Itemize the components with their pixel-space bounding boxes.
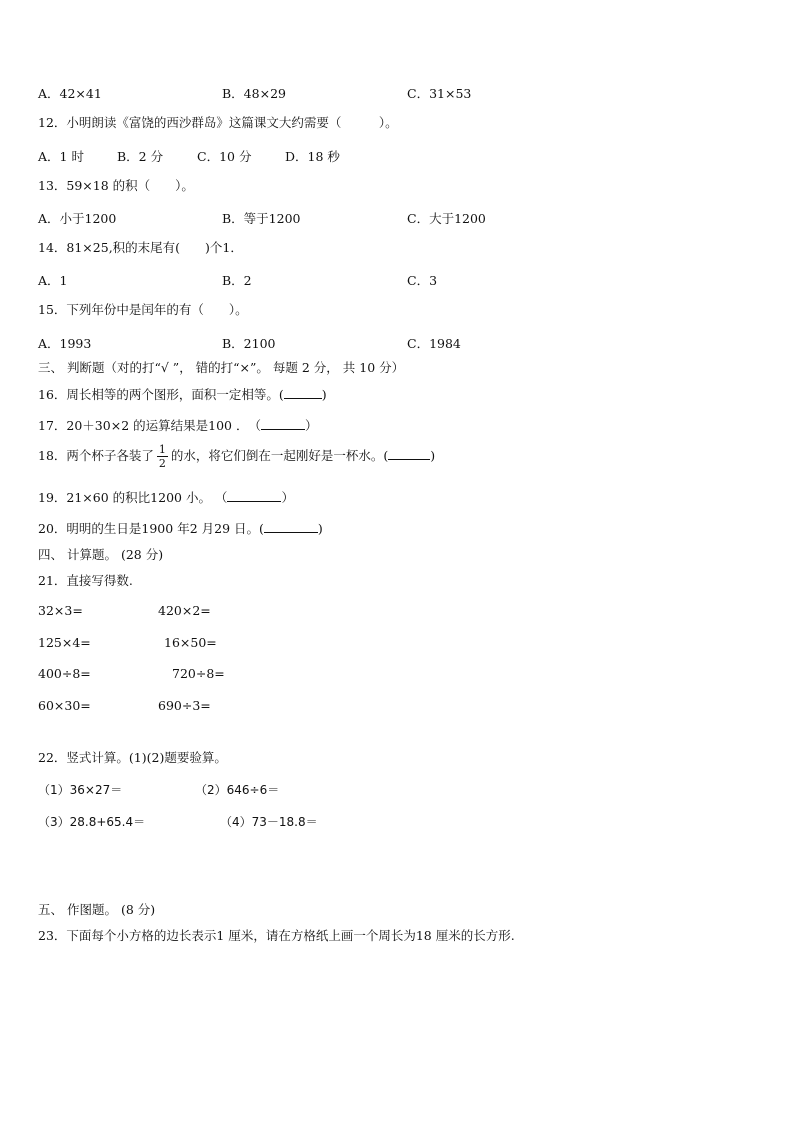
q16 (38, 386, 327, 402)
q14-option-b[interactable]: B．2 (222, 273, 252, 288)
q16-text: 16．周长相等的两个图形，面积一定相等。( (38, 387, 284, 402)
q17 (38, 417, 317, 433)
q17-text: 17．20＋30×2 的运算结果是100 ． （ (38, 418, 261, 433)
q14-option-a[interactable]: A．1 (38, 273, 68, 288)
half-fraction (157, 444, 168, 469)
q11-option-a[interactable]: A．42×41 (38, 86, 102, 101)
q20-close: ) (317, 521, 323, 536)
q18-post: 的水，将它们倒在一起刚好是一杯水。( (170, 448, 389, 463)
q13-option-a[interactable]: A．小于1200 (38, 211, 117, 226)
q17-answer-blank[interactable] (261, 417, 305, 430)
q16-close: ) (321, 387, 327, 402)
q12-stem: 12．小明朗读《富饶的西沙群岛》这篇课文大约需要（ ）。 (38, 115, 398, 130)
section-3-title: 三、 判断题（对的打“√ ”， 错的打“×”。 每题 2 分， 共 10 分） (38, 360, 405, 375)
q15-stem: 15．下列年份中是闰年的有（ ）。 (38, 302, 248, 317)
q11-option-c[interactable]: C．31×53 (407, 86, 472, 101)
q11-option-b[interactable]: B．48×29 (222, 86, 286, 101)
q15-option-b[interactable]: B．2100 (222, 336, 276, 351)
section-5-title: 五、 作图题。 (8 分) (38, 902, 156, 917)
q19-answer-blank[interactable] (227, 489, 281, 502)
q12-option-a[interactable]: A．1 时 (38, 149, 84, 164)
q21-stem: 21．直接写得数. (38, 573, 133, 588)
q20 (38, 520, 323, 536)
q21-item[interactable]: 16×50= (164, 635, 217, 650)
q12-option-b[interactable]: B．2 分 (117, 149, 164, 164)
q21-item[interactable]: 32×3= (38, 603, 83, 618)
q21-item[interactable]: 720÷8= (172, 666, 225, 681)
q12-option-c[interactable]: C．10 分 (197, 149, 252, 164)
q20-text: 20．明明的生日是1900 年2 月29 日。( (38, 521, 264, 536)
q21-item[interactable]: 125×4= (38, 635, 91, 650)
q21-item[interactable]: 60×30= (38, 698, 91, 713)
q13-stem: 13．59×18 的积（ ）。 (38, 178, 194, 193)
q22-item-3[interactable]: （3）28.8+65.4＝ (38, 815, 146, 829)
q14-stem: 14．81×25,积的末尾有( )个1． (38, 240, 243, 255)
q16-answer-blank[interactable] (284, 386, 322, 399)
q21-item[interactable]: 400÷8= (38, 666, 91, 681)
q21-item[interactable]: 690÷3= (158, 698, 211, 713)
q17-close: ） (304, 418, 318, 433)
q15-option-c[interactable]: C．1984 (407, 336, 461, 351)
q21-item[interactable]: 420×2= (158, 603, 211, 618)
q18-close: ) (430, 448, 436, 463)
q22-item-1[interactable]: （1）36×27＝ (38, 783, 123, 797)
q22-stem: 22．竖式计算。(1)(2)题要验算。 (38, 750, 227, 765)
q18-answer-blank[interactable] (388, 447, 430, 460)
q23-stem: 23．下面每个小方格的边长表示1 厘米，请在方格纸上画一个周长为18 厘米的长方形. (38, 928, 515, 943)
q14-option-c[interactable]: C．3 (407, 273, 438, 288)
fraction-numerator: 1 (158, 443, 166, 456)
q19-text: 19．21×60 的积比1200 小。 （ (38, 490, 228, 505)
fraction-denominator: 2 (158, 457, 166, 470)
q20-answer-blank[interactable] (264, 520, 318, 533)
section-4-title: 四、 计算题。 (28 分) (38, 547, 164, 562)
q19 (38, 489, 294, 505)
q19-close: ） (281, 490, 294, 505)
q18 (38, 444, 435, 469)
q13-option-b[interactable]: B．等于1200 (222, 211, 301, 226)
q22-item-2[interactable]: （2）646÷6＝ (195, 783, 280, 797)
q18-pre: 18．两个杯子各装了 (38, 448, 154, 463)
q12-option-d[interactable]: D．18 秒 (285, 149, 340, 164)
q13-option-c[interactable]: C．大于1200 (407, 211, 486, 226)
q22-item-4[interactable]: （4）73－18.8＝ (220, 815, 318, 829)
q15-option-a[interactable]: A．1993 (38, 336, 92, 351)
